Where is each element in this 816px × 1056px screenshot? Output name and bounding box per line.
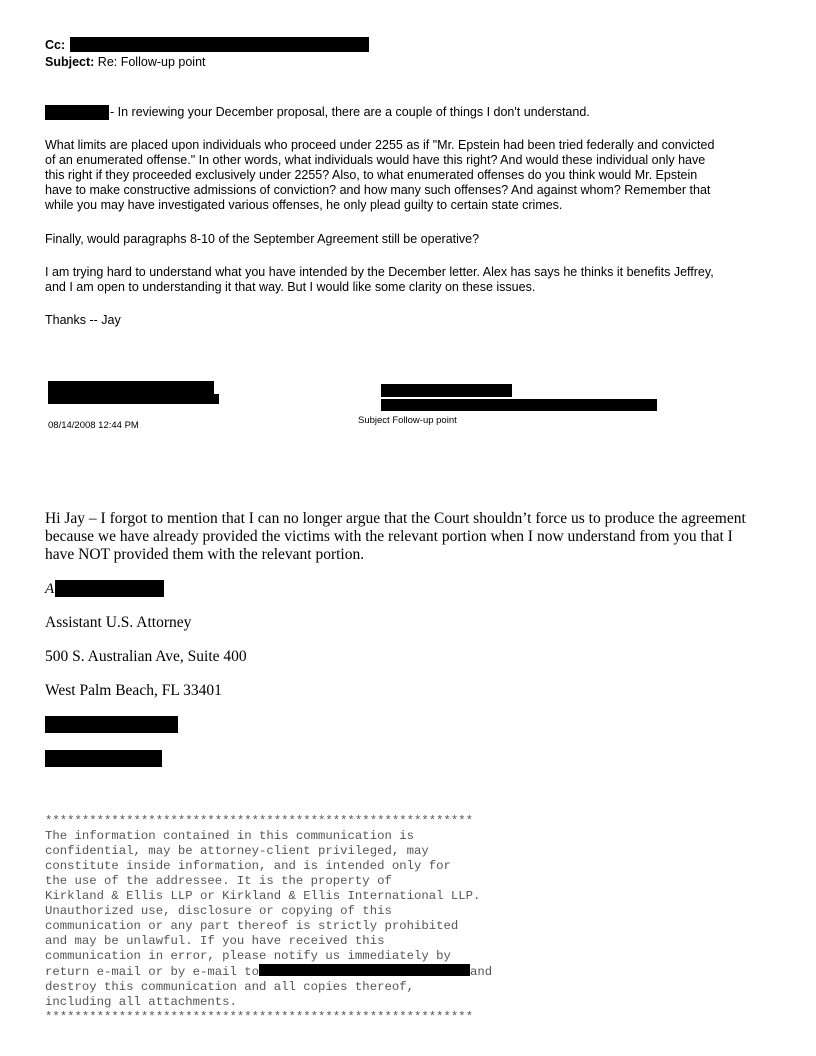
email-paragraph-2: Finally, would paragraphs 8-10 of the September Agreement still be operative? <box>45 232 480 246</box>
prior-message-subject: Subject Follow-up point <box>358 415 457 426</box>
letter-line: have NOT provided them with the relevant portion. <box>45 546 365 563</box>
disclaimer-line: confidential, may be attorney-client privileged, may <box>45 844 429 858</box>
para3-line: I am trying hard to understand what you have intended by the December letter. Alex has says he thinks it benefits Jeffrey, <box>45 265 714 279</box>
redaction-sender-2 <box>48 394 219 404</box>
disclaimer-line: communication or any part thereof is strictly prohibited <box>45 919 459 933</box>
redaction-cc <box>70 37 369 52</box>
para1-line: have to make constructive admissions of conviction? and how many such offenses? And against whom? Remember that <box>45 183 711 197</box>
email-paragraph-3 <box>45 265 775 295</box>
letter-initial: A <box>45 581 55 597</box>
redaction-contact-2 <box>45 750 162 767</box>
letter-body <box>45 510 775 564</box>
disclaimer-line <box>45 964 492 980</box>
prior-message-date: 08/14/2008 12:44 PM <box>48 420 139 431</box>
address-line-1: 500 S. Australian Ave, Suite 400 <box>45 648 247 665</box>
signer-title: Assistant U.S. Attorney <box>45 614 192 631</box>
redaction-contact-1 <box>45 716 178 733</box>
redaction-recipient-1 <box>381 384 512 397</box>
disclaimer-block <box>45 799 492 1040</box>
para1-line: this right if they proceeded exclusively under 2255? Also, to what enumerated offenses do you think would Mr. Epstein <box>45 168 698 182</box>
subject-label: Subject: <box>45 55 95 69</box>
redaction-salutation <box>45 105 109 120</box>
subject-value: Re: Follow-up point <box>97 55 206 69</box>
subject-line <box>45 54 206 70</box>
cc-line <box>45 37 65 53</box>
disclaimer-line-start: return e-mail or by e-mail to <box>45 965 260 979</box>
redaction-signer <box>55 580 164 597</box>
para1-line: of an enumerated offense." In other words, what individuals would have this right? And would these individual only have <box>45 153 706 167</box>
redaction-email <box>259 964 470 976</box>
disclaimer-line: Kirkland & Ellis LLP or Kirkland & Ellis International LLP. <box>45 889 481 903</box>
cc-label: Cc: <box>45 38 66 52</box>
para3-line: and I am open to understanding it that way. But I would like some clarity on these issues. <box>45 280 536 294</box>
disclaimer-line: the use of the addressee. It is the property of <box>45 874 392 888</box>
letter-line: Hi Jay – I forgot to mention that I can no longer argue that the Court shouldn’t force us to produce the agreement <box>45 510 746 527</box>
disclaimer-line: constitute inside information, and is intended only for <box>45 859 451 873</box>
redaction-sender-1 <box>48 381 214 395</box>
disclaimer-stars-top: ********************************************************** <box>45 814 474 828</box>
email-signoff: Thanks -- Jay <box>45 313 121 327</box>
disclaimer-line: including all attachments. <box>45 995 237 1009</box>
redaction-recipient-2 <box>381 399 657 411</box>
disclaimer-line: destroy this communication and all copies thereof, <box>45 980 414 994</box>
para1-line: What limits are placed upon individuals who proceed under 2255 as if "Mr. Epstein had been tried federally and convicted <box>45 138 715 152</box>
disclaimer-line-end: and <box>470 965 493 979</box>
disclaimer-line: Unauthorized use, disclosure or copying of this <box>45 904 392 918</box>
disclaimer-line: The information contained in this communication is <box>45 829 414 843</box>
email-opening: - In reviewing your December proposal, there are a couple of things I don't understand. <box>110 105 590 119</box>
email-paragraph-1 <box>45 138 775 213</box>
disclaimer-stars-bottom: ********************************************************** <box>45 1010 474 1024</box>
address-line-2: West Palm Beach, FL 33401 <box>45 682 222 699</box>
letter-line: because we have already provided the victims with the relevant portion when I now understand from you that I <box>45 528 733 545</box>
para1-line: while you may have investigated various offenses, he only plead guilty to certain state crimes. <box>45 198 563 212</box>
disclaimer-line: and may be unlawful. If you have received this <box>45 934 385 948</box>
disclaimer-line: communication in error, please notify us immediately by <box>45 949 451 963</box>
